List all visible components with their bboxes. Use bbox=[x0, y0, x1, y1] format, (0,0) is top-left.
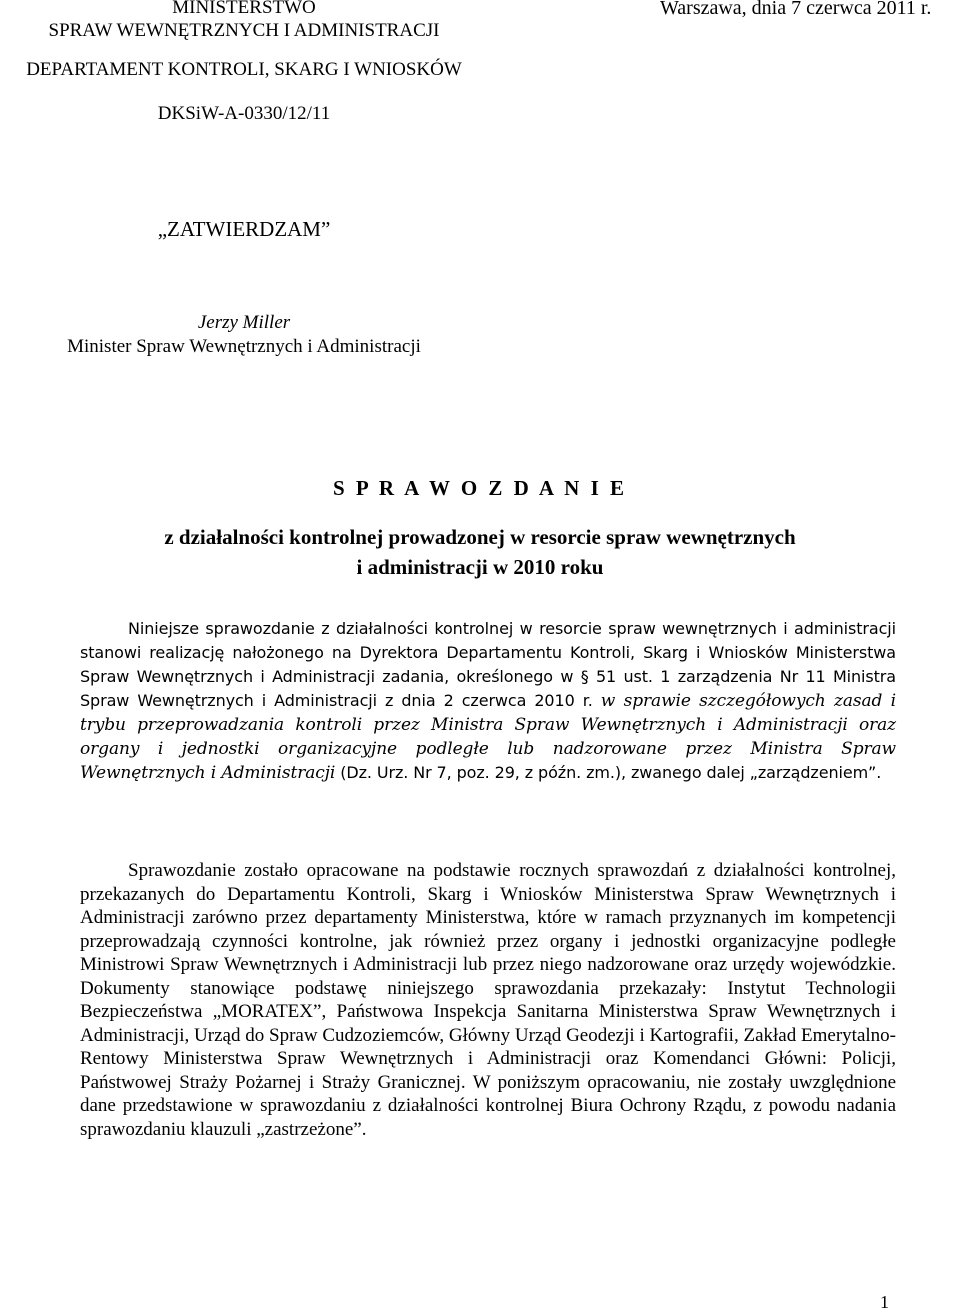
report-subtitle-line1: z działalności kontrolnej prowadzonej w resorcie spraw wewnętrznych bbox=[164, 525, 796, 549]
reference-number: DKSiW-A-0330/12/11 bbox=[157, 103, 331, 124]
department-name: DEPARTAMENT KONTROLI, SKARG I WNIOSKÓW bbox=[26, 59, 462, 80]
sources-paragraph: Sprawozdanie zostało opracowane na podstawie rocznych sprawozdań z działalności kontrolnej, przekazanych do Departamentu Kontroli, Skarg i Wniosków Ministerstwa Spraw Wewnętrznych i Administracji zarówno przez departamenty Ministerstwa, które w ramach przyznanych im kompetencji przeprowadzają czynności kontrolne, jak również przez organy i jednostki organizacyjne podległe Ministrowi Spraw Wewnętrznych i Administracji lub przez niego nadzorowane oraz urzędy wojewódzkie. Dokumenty stanowiące podstawę niniejszego sprawozdania przekazały: Instytut Technologii Bezpieczeństwa „MORATEX”, Państwowa Inspekcja Sanitarna Ministerstwa Spraw Wewnętrznych i Administracji, Urząd do Spraw Cudzoziemców, Główny Urząd Geodezji i Kartografii, Zakład Emerytalno-Rentowy Ministerstwa Spraw Wewnętrznych i Administracji oraz Komendanci Główni: Policji, Państwowej Straży Pożarnej i Straży Granicznej. W poniższym opracowaniu, nie zostały uwzględnione dane przedstawione w sprawozdaniu z działalności kontrolnej Biura Ochrony Rządu, z powodu nadania sprawozdaniu klauzuli „zastrzeżone”. bbox=[80, 860, 896, 1140]
signatory-name: Jerzy Miller bbox=[197, 312, 291, 333]
ministry-name-line2: SPRAW WEWNĘTRZNYCH I ADMINISTRACJI bbox=[48, 20, 440, 41]
document-date: Warszawa, dnia 7 czerwca 2011 r. bbox=[660, 0, 932, 19]
intro-paragraph bbox=[80, 617, 896, 785]
page-number: 1 bbox=[880, 1292, 889, 1312]
ministry-name-line1: MINISTERSTWO bbox=[172, 0, 316, 18]
report-title: S P R A W O Z D A N I E bbox=[332, 476, 628, 500]
approval-label: „ZATWIERDZAM” bbox=[157, 217, 331, 241]
intro-paragraph-citation: (Dz. Urz. Nr 7, poz. 29, z późn. zm.), zwanego dalej „zarządzeniem”. bbox=[335, 763, 882, 782]
signatory-role: Minister Spraw Wewnętrznych i Administracji bbox=[67, 336, 421, 357]
report-subtitle-line2: i administracji w 2010 roku bbox=[356, 555, 604, 579]
regulation-title: w sprawie szczegółowych zasad i trybu przeprowadzania kontroli przez Ministra Spraw Wewnętrznych i Administracji oraz organy i jednostki organizacyjne podległe lub nadzorowane przez Ministra Spraw Wewnętrznych i Administracji bbox=[80, 691, 896, 783]
intro-paragraph-text: Niniejsze sprawozdanie z działalności kontrolnej w resorcie spraw wewnętrznych i administracji stanowi realizację nałożonego na Dyrektora Departamentu Kontroli, Skarg i Wniosków Ministerstwa Spraw Wewnętrznych i Administracji zadania, określonego w § 51 ust. 1 zarządzenia Nr 11 Ministra Spraw Wewnętrznych i Administracji z dnia 2 czerwca 2010 r. bbox=[80, 619, 896, 710]
